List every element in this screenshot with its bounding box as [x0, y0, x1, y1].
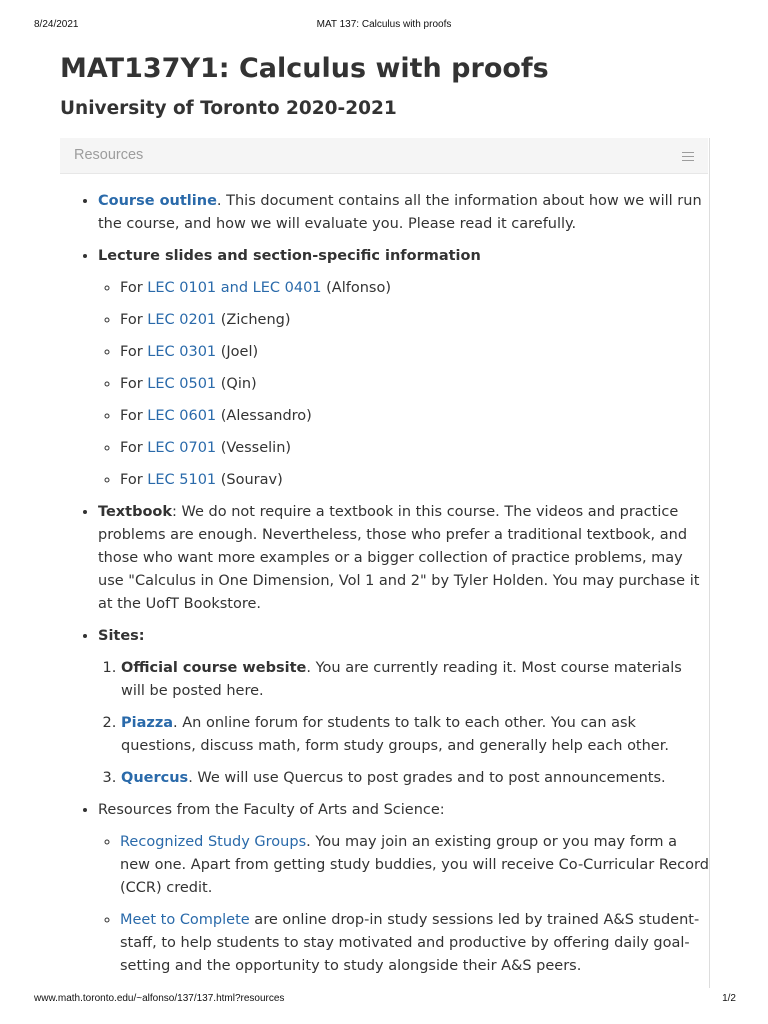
lecture-link[interactable]: LEC 0101 and LEC 0401	[147, 280, 322, 296]
piazza-text: . An online forum for students to talk to each other. You can ask questions, discuss math, form study groups, and generally help each other.	[121, 715, 669, 754]
meet-to-complete-link[interactable]: Meet to Complete	[120, 912, 250, 928]
list-item-course-outline	[98, 190, 710, 236]
section-prefix: For	[120, 408, 148, 424]
section-prefix: For	[120, 440, 148, 456]
instructor-name: (Qin)	[216, 376, 257, 392]
textbook-text: : We do not require a textbook in this course. The videos and practice problems are enough. Nevertheless, those who prefer a traditional textbook, and those who want more examples or a bigger collection of practice problems, may use "Calculus in One Dimension, Vol 1 and 2" by Tyler Holden. You may purchase it at the UofT Bookstore.	[98, 504, 700, 612]
section-prefix: For	[120, 312, 148, 328]
hamburger-menu-icon[interactable]	[682, 152, 694, 162]
list-item-fas	[98, 799, 710, 978]
print-header	[0, 19, 768, 33]
sites-list	[98, 657, 710, 790]
official-website-text: . You are currently reading it. Most course materials will be posted here.	[121, 660, 682, 699]
resources-list	[60, 190, 710, 978]
list-item-textbook	[98, 501, 710, 616]
quercus-text: . We will use Quercus to post grades and to post announcements.	[188, 770, 666, 786]
fas-heading: Resources from the Faculty of Arts and Science:	[98, 802, 445, 818]
official-website-label: Official course website	[121, 660, 307, 676]
list-item-sites	[98, 625, 710, 790]
lecture-link[interactable]: LEC 0501	[147, 376, 217, 392]
list-item	[120, 469, 710, 492]
instructor-name: (Vesselin)	[216, 440, 292, 456]
instructor-name: (Alfonso)	[321, 280, 391, 296]
list-item-lectures	[98, 245, 710, 492]
study-groups-text: . You may join an existing group or you may form a new one. Apart from getting study buddies, you will receive Co-Curricular Record (CCR) credit.	[120, 834, 709, 896]
list-item	[120, 437, 710, 460]
course-outline-link[interactable]: Course outline	[98, 193, 217, 209]
list-item	[120, 341, 710, 364]
page-subtitle: University of Toronto 2020-2021	[60, 98, 397, 119]
section-prefix: For	[120, 280, 148, 296]
section-prefix: For	[120, 376, 148, 392]
print-url: www.math.toronto.edu/~alfonso/137/137.html?resources	[34, 993, 285, 1004]
lecture-link[interactable]: LEC 0201	[147, 312, 217, 328]
lecture-link[interactable]: LEC 0601	[147, 408, 217, 424]
instructor-name: (Sourav)	[216, 472, 283, 488]
piazza-link[interactable]: Piazza	[121, 715, 174, 731]
list-item	[120, 309, 710, 332]
lecture-link[interactable]: LEC 5101	[147, 472, 217, 488]
section-prefix: For	[120, 472, 148, 488]
site-quercus	[121, 767, 710, 790]
quercus-link[interactable]: Quercus	[121, 770, 189, 786]
lecture-sections-list	[98, 277, 710, 492]
list-item	[120, 909, 710, 978]
print-doc-title: MAT 137: Calculus with proofs	[316, 19, 452, 30]
print-footer	[0, 993, 768, 1007]
list-item	[120, 373, 710, 396]
panel-title[interactable]: Resources	[74, 147, 144, 163]
lecture-link[interactable]: LEC 0701	[147, 440, 217, 456]
resources-content	[60, 190, 710, 987]
print-page-number: 1/2	[722, 993, 736, 1004]
site-official	[121, 657, 710, 703]
course-outline-text: . This document contains all the information about how we will run the course, and how we will evaluate you. Please read it carefully.	[98, 193, 702, 232]
page-title: MAT137Y1: Calculus with proofs	[60, 53, 549, 84]
list-item	[120, 277, 710, 300]
fas-resources-list	[98, 831, 710, 978]
panel-header	[60, 138, 708, 174]
meet-to-complete-text: are online drop-in study sessions led by trained A&S student-staff, to help students to stay motivated and productive by offering daily goal-setting and the opportunity to study alongside their A&S peers.	[120, 912, 700, 974]
instructor-name: (Alessandro)	[216, 408, 312, 424]
instructor-name: (Joel)	[216, 344, 259, 360]
lectures-heading: Lecture slides and section-specific information	[98, 248, 481, 264]
instructor-name: (Zicheng)	[216, 312, 291, 328]
textbook-label: Textbook	[98, 504, 173, 520]
site-piazza	[121, 712, 710, 758]
lecture-link[interactable]: LEC 0301	[147, 344, 217, 360]
print-date: 8/24/2021	[34, 19, 79, 30]
list-item	[120, 831, 710, 900]
study-groups-link[interactable]: Recognized Study Groups	[120, 834, 307, 850]
sites-heading: Sites:	[98, 628, 145, 644]
section-prefix: For	[120, 344, 148, 360]
list-item	[120, 405, 710, 428]
